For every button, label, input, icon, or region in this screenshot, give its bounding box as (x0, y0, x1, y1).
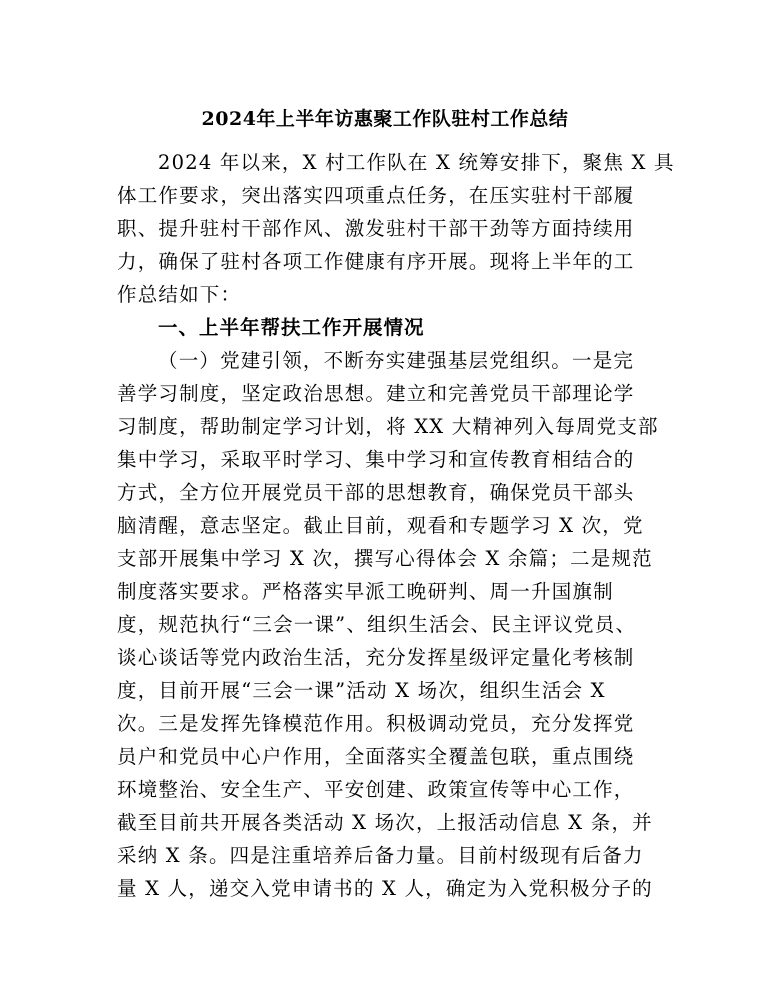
document-title: 2024年上半年访惠聚工作队驻村工作总结 (201, 108, 569, 130)
body-line: 脑清醒，意志坚定。截止目前，观看和专题学习 X 次，党 (117, 514, 644, 537)
body-line: 制度落实要求。严格落实早派工晚研判、周一升国旗制 (117, 580, 614, 603)
section-heading: 一、上半年帮扶工作开展情况 (158, 316, 425, 339)
intro-line: 职、提升驻村干部作风、激发驻村干部干劲等方面持续用 (117, 217, 635, 240)
body-line: 支部开展集中学习 X 次，撰写心得体会 X 余篇；二是规范 (117, 547, 653, 570)
intro-line: 体工作要求，突出落实四项重点任务，在压实驻村干部履 (117, 184, 635, 207)
body-line: 度，目前开展“三会一课”活动 X 场次，组织生活会 X (117, 679, 606, 702)
body-line: 员户和党员中心户作用，全面落实全覆盖包联，重点围绕 (117, 745, 635, 768)
body-line: 方式，全方位开展党员干部的思想教育，确保党员干部头 (117, 481, 635, 504)
body-line: 集中学习，采取平时学习、集中学习和宣传教育相结合的 (117, 448, 635, 471)
body-line: 采纳 X 条。四是注重培养后备力量。目前村级现有后备力 (117, 844, 644, 867)
intro-line: 作总结如下： (117, 283, 242, 306)
body-line: 量 X 人，递交入党申请书的 X 人，确定为入党积极分子的 (117, 877, 653, 900)
body-line: 谈心谈话等党内政治生活，充分发挥星级评定量化考核制 (117, 646, 635, 669)
body-line: 截至目前共开展各类活动 X 场次，上报活动信息 X 条，并 (117, 811, 653, 834)
body-line: 次。三是发挥先锋模范作用。积极调动党员，充分发挥党 (117, 712, 635, 735)
body-line: 度，规范执行“三会一课”、组织生活会、民主评议党员、 (117, 613, 637, 636)
body-line: 善学习制度，坚定政治思想。建立和完善党员干部理论学 (117, 382, 635, 405)
intro-line: 力，确保了驻村各项工作健康有序开展。现将上半年的工 (117, 250, 635, 273)
body-line: 环境整治、安全生产、平安创建、政策宣传等中心工作， (117, 778, 635, 801)
body-line: 习制度，帮助制定学习计划，将 XX 大精神列入每周党支部 (117, 415, 659, 438)
body-line: （一）党建引领，不断夯实建强基层党组织。一是完 (158, 349, 635, 372)
intro-line: 2024 年以来，X 村工作队在 X 统筹安排下，聚焦 X 具 (158, 151, 675, 174)
